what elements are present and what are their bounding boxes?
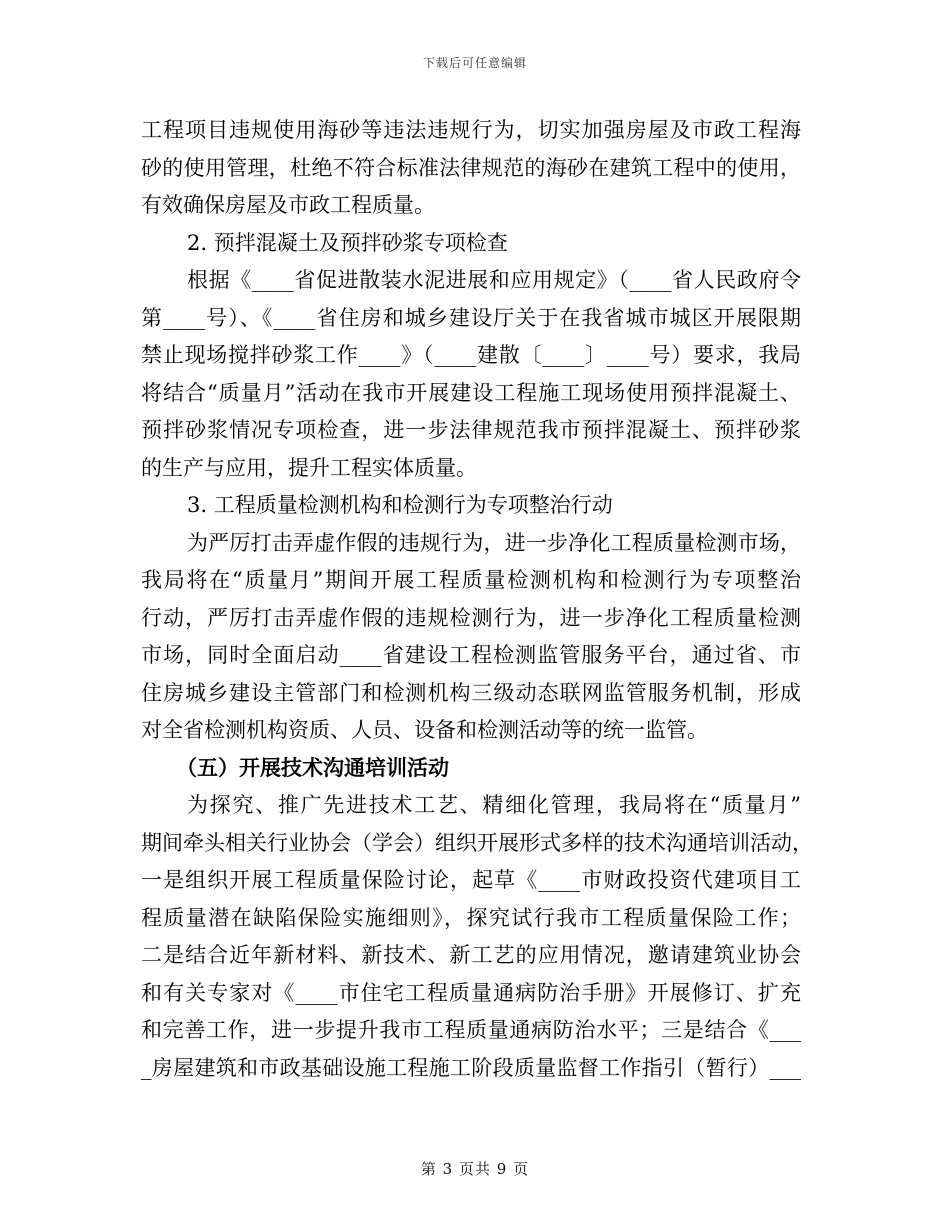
- body-text-line: 期间牵头相关行业协会（学会）组织开展形式多样的技术沟通培训活动，: [141, 831, 813, 855]
- body-text-line: 为探究、推广先进技术工艺、精细化管理，我局将在“质量月”: [187, 793, 801, 817]
- body-text-line: 二是结合近年新材料、新技术、新工艺的应用情况，邀请建筑业协会: [141, 943, 801, 967]
- body-text-line: 一是组织开展工程质量保险讨论，起草《____市财政投资代建项目工: [141, 868, 801, 892]
- body-text-line: 我局将在“质量月”期间开展工程质量检测机构和检测行为专项整治: [141, 568, 801, 592]
- body-text-line: 住房城乡建设主管部门和检测机构三级动态联网监管服务机制，形成: [141, 681, 801, 705]
- body-text-line: 行动，严厉打击弄虚作假的违规检测行为，进一步净化工程质量检测: [141, 606, 801, 630]
- body-text-line: 程质量潜在缺陷保险实施细则》，探究试行我市工程质量保险工作；: [141, 906, 801, 930]
- body-text-line: 和完善工作，进一步提升我市工程质量通病防治水平；三是结合《___: [141, 1018, 801, 1042]
- body-text-line: 对全省检测机构资质、人员、设备和检测活动等的统一监管。: [141, 718, 708, 742]
- page-footer: 第 3 页共 9 页: [420, 1160, 530, 1178]
- body-text-line: 为严厉打击弄虚作假的违规行为，进一步净化工程质量检测市场，: [187, 531, 801, 555]
- body-text-line: 禁止现场搅拌砂浆工作____》（____建散〔____〕____号）要求，我局: [141, 343, 801, 367]
- body-text-line: 预拌砂浆情况专项检查，进一步法律规范我市预拌混凝土、预拌砂浆: [141, 418, 801, 442]
- section-heading: 2. 预拌混凝土及预拌砂浆专项检查: [187, 231, 508, 255]
- body-text-line: 市场，同时全面启动____省建设工程检测监管服务平台，通过省、市: [141, 643, 801, 667]
- section-heading-bold: （五）开展技术沟通培训活动: [176, 755, 449, 780]
- body-text-line: 工程项目违规使用海砂等违法违规行为，切实加强房屋及市政工程海: [141, 118, 801, 142]
- body-text-line: 有效确保房屋及市政工程质量。: [141, 193, 435, 217]
- page-header: 下载后可任意编辑: [422, 56, 527, 70]
- body-text-line: 和有关专家对《____市住宅工程质量通病防治手册》开展修订、扩充: [141, 981, 801, 1005]
- body-text-line: 第____号）、《____省住房和城乡建设厅关于在我省城市城区开展限期: [141, 306, 801, 330]
- section-heading: 3. 工程质量检测机构和检测行为专项整治行动: [187, 493, 613, 517]
- body-text-line: 将结合“质量月”活动在我市开展建设工程施工现场使用预拌混凝土、: [141, 381, 801, 405]
- body-text-line: 根据《____省促进散装水泥进展和应用规定》（____省人民政府令: [187, 268, 801, 292]
- body-text-line: _房屋建筑和市政基础设施工程施工阶段质量监督工作指引（暂行）___: [141, 1056, 801, 1080]
- body-text-line: 的生产与应用，提升工程实体质量。: [141, 456, 477, 480]
- body-text-line: 砂的使用管理，杜绝不符合标准法律规范的海砂在建筑工程中的使用，: [141, 156, 801, 180]
